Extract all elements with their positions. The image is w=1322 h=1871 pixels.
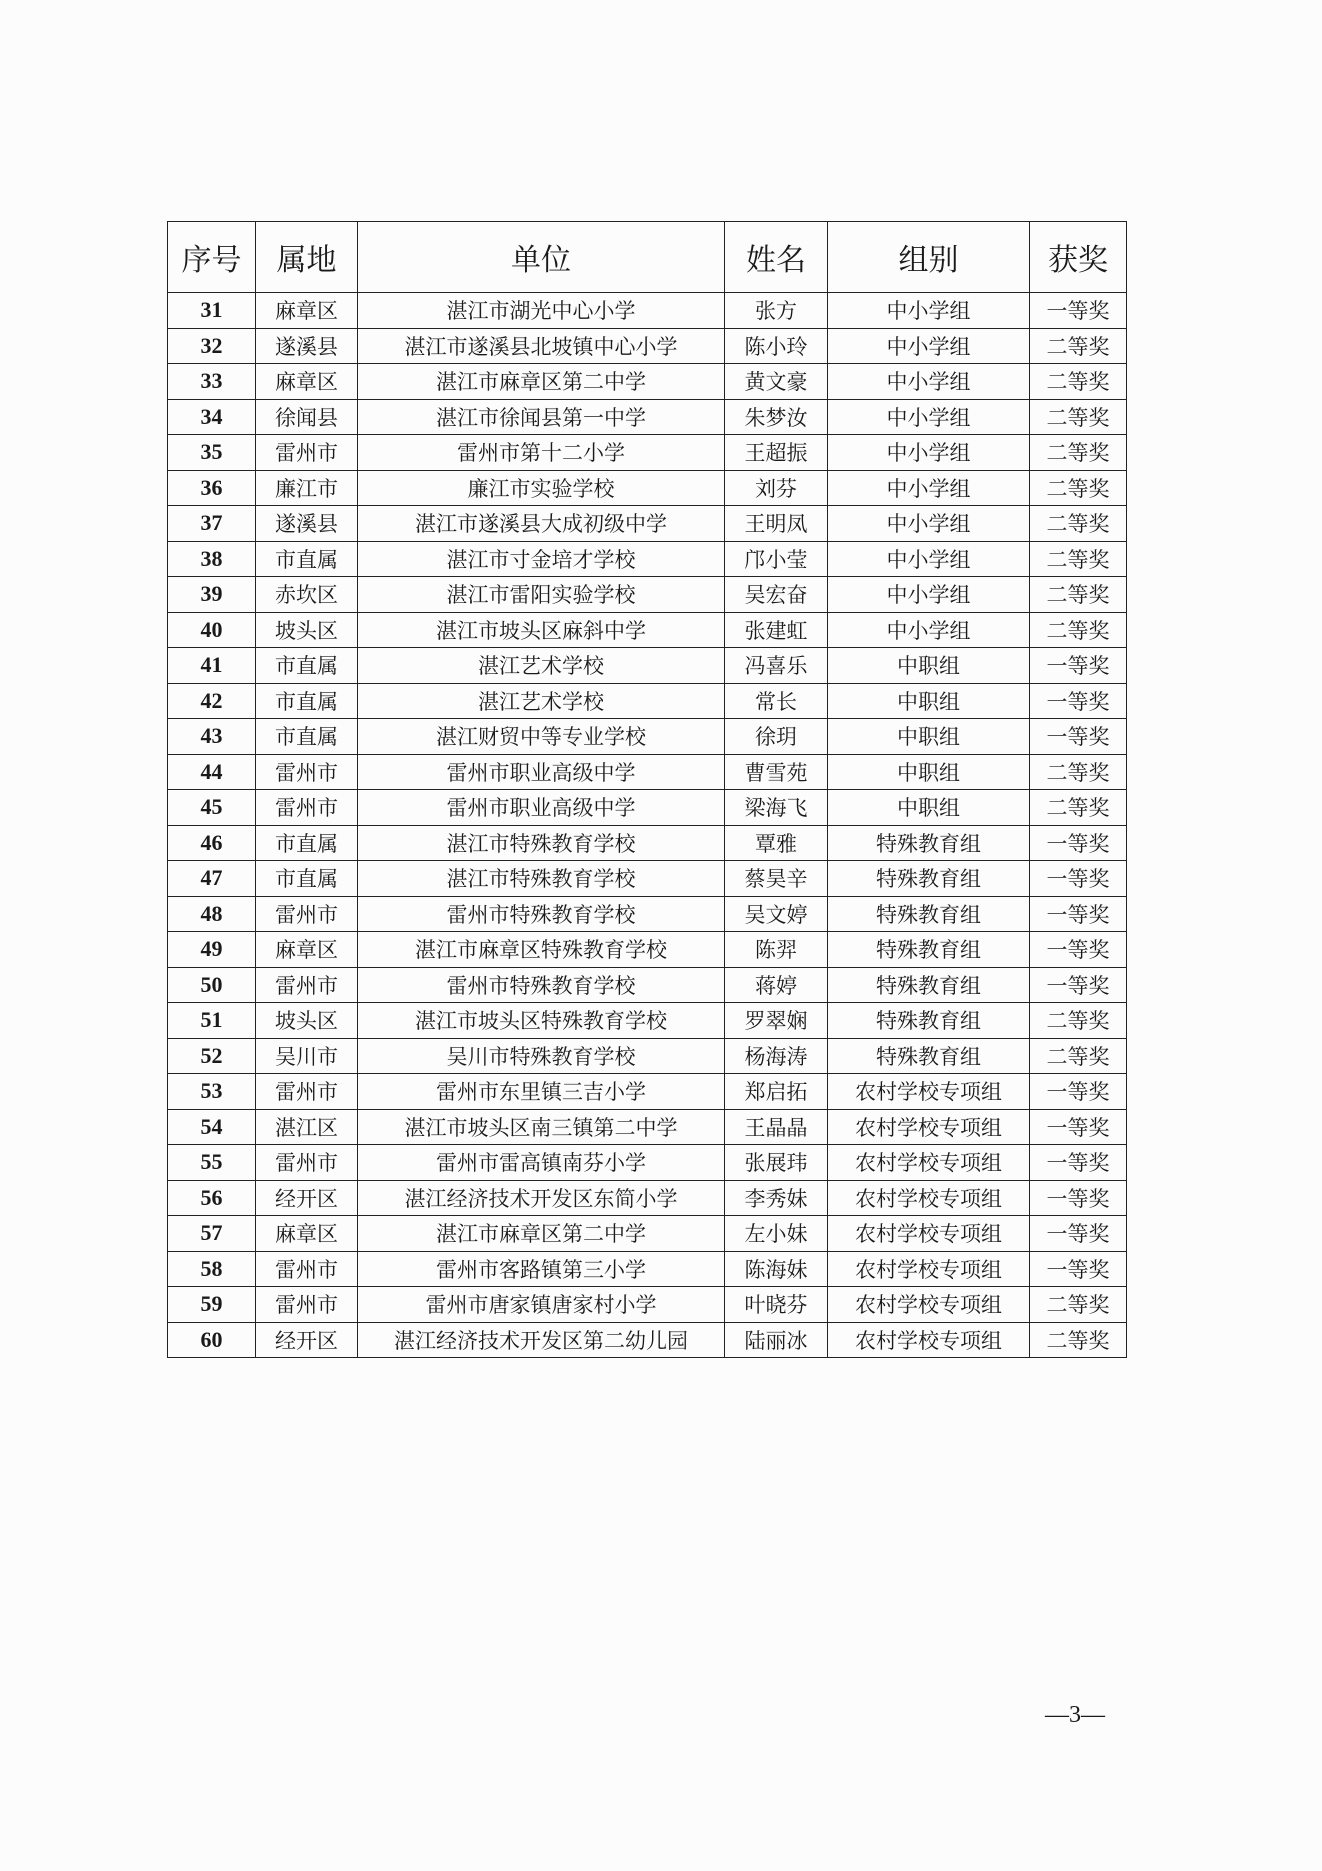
cell-name: 王晶晶 — [725, 1109, 828, 1145]
cell-award: 二等奖 — [1030, 470, 1127, 506]
cell-group: 农村学校专项组 — [828, 1180, 1030, 1216]
cell-unit: 廉江市实验学校 — [358, 470, 725, 506]
table-row — [168, 577, 1127, 613]
cell-unit: 湛江经济技术开发区第二幼儿园 — [358, 1322, 725, 1358]
table-row — [168, 435, 1127, 471]
table-row — [168, 790, 1127, 826]
table-row — [168, 1074, 1127, 1110]
cell-award: 二等奖 — [1030, 541, 1127, 577]
cell-group: 中小学组 — [828, 541, 1030, 577]
cell-name: 郑启拓 — [725, 1074, 828, 1110]
table-row — [168, 506, 1127, 542]
awards-table — [167, 221, 1127, 1358]
cell-index: 60 — [168, 1322, 256, 1358]
cell-index: 42 — [168, 683, 256, 719]
cell-group: 中小学组 — [828, 435, 1030, 471]
cell-unit: 湛江市坡头区南三镇第二中学 — [358, 1109, 725, 1145]
cell-unit: 湛江市特殊教育学校 — [358, 825, 725, 861]
cell-group: 特殊教育组 — [828, 896, 1030, 932]
cell-group: 特殊教育组 — [828, 932, 1030, 968]
cell-unit: 雷州市唐家镇唐家村小学 — [358, 1287, 725, 1323]
cell-unit: 湛江市坡头区特殊教育学校 — [358, 1003, 725, 1039]
cell-index: 40 — [168, 612, 256, 648]
cell-region: 雷州市 — [256, 967, 358, 1003]
cell-region: 经开区 — [256, 1322, 358, 1358]
cell-name: 左小妹 — [725, 1216, 828, 1252]
cell-name: 叶晓芬 — [725, 1287, 828, 1323]
cell-index: 31 — [168, 293, 256, 329]
cell-index: 57 — [168, 1216, 256, 1252]
cell-group: 中小学组 — [828, 577, 1030, 613]
cell-unit: 湛江市麻章区特殊教育学校 — [358, 932, 725, 968]
table-row — [168, 399, 1127, 435]
table-row — [168, 470, 1127, 506]
cell-group: 农村学校专项组 — [828, 1074, 1030, 1110]
cell-name: 李秀妹 — [725, 1180, 828, 1216]
cell-unit: 吴川市特殊教育学校 — [358, 1038, 725, 1074]
cell-award: 二等奖 — [1030, 612, 1127, 648]
cell-index: 36 — [168, 470, 256, 506]
cell-award: 二等奖 — [1030, 399, 1127, 435]
cell-index: 35 — [168, 435, 256, 471]
cell-region: 赤坎区 — [256, 577, 358, 613]
cell-award: 二等奖 — [1030, 1003, 1127, 1039]
cell-index: 39 — [168, 577, 256, 613]
cell-region: 麻章区 — [256, 293, 358, 329]
table-row — [168, 861, 1127, 897]
cell-region: 雷州市 — [256, 1074, 358, 1110]
cell-name: 杨海涛 — [725, 1038, 828, 1074]
header-index: 序号 — [168, 222, 256, 293]
cell-unit: 雷州市特殊教育学校 — [358, 896, 725, 932]
header-name: 姓名 — [725, 222, 828, 293]
cell-region: 麻章区 — [256, 1216, 358, 1252]
cell-region: 廉江市 — [256, 470, 358, 506]
cell-group: 特殊教育组 — [828, 1038, 1030, 1074]
cell-group: 农村学校专项组 — [828, 1145, 1030, 1181]
cell-index: 55 — [168, 1145, 256, 1181]
table-row — [168, 1180, 1127, 1216]
table-row — [168, 1322, 1127, 1358]
cell-region: 雷州市 — [256, 1145, 358, 1181]
cell-group: 中职组 — [828, 683, 1030, 719]
cell-region: 经开区 — [256, 1180, 358, 1216]
cell-name: 冯喜乐 — [725, 648, 828, 684]
cell-region: 麻章区 — [256, 932, 358, 968]
cell-group: 农村学校专项组 — [828, 1251, 1030, 1287]
cell-region: 市直属 — [256, 825, 358, 861]
cell-unit: 雷州市特殊教育学校 — [358, 967, 725, 1003]
table-row — [168, 754, 1127, 790]
cell-unit: 湛江市湖光中心小学 — [358, 293, 725, 329]
cell-region: 遂溪县 — [256, 328, 358, 364]
cell-unit: 湛江市遂溪县大成初级中学 — [358, 506, 725, 542]
cell-name: 蒋婷 — [725, 967, 828, 1003]
table-row — [168, 719, 1127, 755]
cell-name: 曹雪苑 — [725, 754, 828, 790]
cell-index: 53 — [168, 1074, 256, 1110]
table-row — [168, 364, 1127, 400]
cell-award: 一等奖 — [1030, 1216, 1127, 1252]
table-row — [168, 328, 1127, 364]
cell-group: 农村学校专项组 — [828, 1216, 1030, 1252]
table-row — [168, 1003, 1127, 1039]
cell-name: 张展玮 — [725, 1145, 828, 1181]
table-row — [168, 1287, 1127, 1323]
cell-index: 43 — [168, 719, 256, 755]
cell-unit: 湛江财贸中等专业学校 — [358, 719, 725, 755]
cell-group: 中小学组 — [828, 506, 1030, 542]
cell-award: 一等奖 — [1030, 967, 1127, 1003]
cell-region: 市直属 — [256, 648, 358, 684]
cell-group: 农村学校专项组 — [828, 1109, 1030, 1145]
cell-region: 坡头区 — [256, 1003, 358, 1039]
cell-unit: 湛江市徐闻县第一中学 — [358, 399, 725, 435]
cell-name: 陈羿 — [725, 932, 828, 968]
cell-name: 陈小玲 — [725, 328, 828, 364]
cell-unit: 湛江艺术学校 — [358, 683, 725, 719]
cell-index: 34 — [168, 399, 256, 435]
table-row — [168, 648, 1127, 684]
cell-group: 特殊教育组 — [828, 1003, 1030, 1039]
cell-group: 特殊教育组 — [828, 861, 1030, 897]
cell-index: 58 — [168, 1251, 256, 1287]
table-row — [168, 967, 1127, 1003]
cell-award: 二等奖 — [1030, 754, 1127, 790]
header-unit: 单位 — [358, 222, 725, 293]
cell-group: 中小学组 — [828, 612, 1030, 648]
cell-index: 52 — [168, 1038, 256, 1074]
table-row — [168, 1216, 1127, 1252]
cell-award: 一等奖 — [1030, 719, 1127, 755]
table-row — [168, 825, 1127, 861]
cell-name: 刘芬 — [725, 470, 828, 506]
cell-unit: 湛江艺术学校 — [358, 648, 725, 684]
table-row — [168, 541, 1127, 577]
cell-index: 45 — [168, 790, 256, 826]
cell-index: 37 — [168, 506, 256, 542]
cell-unit: 雷州市第十二小学 — [358, 435, 725, 471]
cell-region: 雷州市 — [256, 896, 358, 932]
cell-name: 蔡昊辛 — [725, 861, 828, 897]
cell-unit: 雷州市职业高级中学 — [358, 790, 725, 826]
cell-index: 38 — [168, 541, 256, 577]
cell-award: 二等奖 — [1030, 790, 1127, 826]
cell-name: 徐玥 — [725, 719, 828, 755]
header-award: 获奖 — [1030, 222, 1127, 293]
cell-group: 中小学组 — [828, 364, 1030, 400]
cell-group: 中职组 — [828, 648, 1030, 684]
cell-unit: 湛江市麻章区第二中学 — [358, 1216, 725, 1252]
cell-region: 市直属 — [256, 541, 358, 577]
cell-group: 中职组 — [828, 790, 1030, 826]
cell-name: 王明凤 — [725, 506, 828, 542]
cell-index: 56 — [168, 1180, 256, 1216]
cell-award: 一等奖 — [1030, 932, 1127, 968]
cell-unit: 雷州市客路镇第三小学 — [358, 1251, 725, 1287]
cell-group: 农村学校专项组 — [828, 1287, 1030, 1323]
cell-region: 坡头区 — [256, 612, 358, 648]
cell-name: 张方 — [725, 293, 828, 329]
cell-award: 一等奖 — [1030, 293, 1127, 329]
cell-index: 49 — [168, 932, 256, 968]
cell-index: 47 — [168, 861, 256, 897]
cell-region: 雷州市 — [256, 790, 358, 826]
cell-award: 一等奖 — [1030, 683, 1127, 719]
cell-region: 市直属 — [256, 719, 358, 755]
table-row — [168, 1109, 1127, 1145]
cell-name: 王超振 — [725, 435, 828, 471]
cell-award: 二等奖 — [1030, 364, 1127, 400]
cell-name: 覃雅 — [725, 825, 828, 861]
cell-group: 中职组 — [828, 719, 1030, 755]
page-number: —3— — [1045, 1702, 1105, 1728]
cell-region: 湛江区 — [256, 1109, 358, 1145]
cell-name: 吴宏奋 — [725, 577, 828, 613]
cell-index: 41 — [168, 648, 256, 684]
table-row — [168, 932, 1127, 968]
cell-group: 中小学组 — [828, 399, 1030, 435]
cell-unit: 湛江市遂溪县北坡镇中心小学 — [358, 328, 725, 364]
cell-region: 遂溪县 — [256, 506, 358, 542]
cell-unit: 湛江市坡头区麻斜中学 — [358, 612, 725, 648]
table-row — [168, 1145, 1127, 1181]
cell-region: 雷州市 — [256, 1251, 358, 1287]
cell-name: 常长 — [725, 683, 828, 719]
cell-award: 二等奖 — [1030, 1287, 1127, 1323]
cell-group: 特殊教育组 — [828, 825, 1030, 861]
cell-group: 中小学组 — [828, 328, 1030, 364]
cell-unit: 湛江市雷阳实验学校 — [358, 577, 725, 613]
cell-unit: 湛江市特殊教育学校 — [358, 861, 725, 897]
cell-award: 一等奖 — [1030, 1145, 1127, 1181]
cell-region: 麻章区 — [256, 364, 358, 400]
table-header-row — [168, 222, 1127, 293]
cell-name: 张建虹 — [725, 612, 828, 648]
cell-index: 32 — [168, 328, 256, 364]
cell-award: 一等奖 — [1030, 1180, 1127, 1216]
cell-group: 中职组 — [828, 754, 1030, 790]
cell-name: 梁海飞 — [725, 790, 828, 826]
cell-award: 二等奖 — [1030, 506, 1127, 542]
cell-index: 51 — [168, 1003, 256, 1039]
cell-region: 雷州市 — [256, 435, 358, 471]
cell-award: 二等奖 — [1030, 577, 1127, 613]
cell-name: 邝小莹 — [725, 541, 828, 577]
header-group: 组别 — [828, 222, 1030, 293]
table-row — [168, 1038, 1127, 1074]
table-row — [168, 683, 1127, 719]
cell-region: 市直属 — [256, 683, 358, 719]
table-row — [168, 612, 1127, 648]
cell-award: 一等奖 — [1030, 1109, 1127, 1145]
cell-group: 农村学校专项组 — [828, 1322, 1030, 1358]
cell-index: 44 — [168, 754, 256, 790]
cell-unit: 湛江市寸金培才学校 — [358, 541, 725, 577]
cell-index: 33 — [168, 364, 256, 400]
cell-award: 二等奖 — [1030, 435, 1127, 471]
cell-name: 陆丽冰 — [725, 1322, 828, 1358]
cell-region: 市直属 — [256, 861, 358, 897]
cell-award: 二等奖 — [1030, 1038, 1127, 1074]
cell-group: 特殊教育组 — [828, 967, 1030, 1003]
cell-index: 59 — [168, 1287, 256, 1323]
cell-region: 吴川市 — [256, 1038, 358, 1074]
cell-award: 一等奖 — [1030, 861, 1127, 897]
cell-award: 二等奖 — [1030, 328, 1127, 364]
cell-name: 罗翠娴 — [725, 1003, 828, 1039]
cell-name: 黄文豪 — [725, 364, 828, 400]
cell-index: 46 — [168, 825, 256, 861]
cell-name: 陈海妹 — [725, 1251, 828, 1287]
cell-award: 一等奖 — [1030, 1251, 1127, 1287]
cell-region: 雷州市 — [256, 754, 358, 790]
cell-region: 徐闻县 — [256, 399, 358, 435]
cell-award: 一等奖 — [1030, 648, 1127, 684]
table-row — [168, 1251, 1127, 1287]
cell-index: 48 — [168, 896, 256, 932]
cell-region: 雷州市 — [256, 1287, 358, 1323]
cell-unit: 雷州市雷高镇南芬小学 — [358, 1145, 725, 1181]
cell-award: 二等奖 — [1030, 1322, 1127, 1358]
table-row — [168, 293, 1127, 329]
cell-unit: 湛江经济技术开发区东简小学 — [358, 1180, 725, 1216]
cell-index: 50 — [168, 967, 256, 1003]
cell-award: 一等奖 — [1030, 896, 1127, 932]
cell-unit: 湛江市麻章区第二中学 — [358, 364, 725, 400]
header-region: 属地 — [256, 222, 358, 293]
cell-group: 中小学组 — [828, 470, 1030, 506]
cell-group: 中小学组 — [828, 293, 1030, 329]
cell-name: 吴文婷 — [725, 896, 828, 932]
table-row — [168, 896, 1127, 932]
cell-index: 54 — [168, 1109, 256, 1145]
cell-award: 一等奖 — [1030, 825, 1127, 861]
cell-unit: 雷州市东里镇三吉小学 — [358, 1074, 725, 1110]
cell-name: 朱梦汝 — [725, 399, 828, 435]
cell-unit: 雷州市职业高级中学 — [358, 754, 725, 790]
cell-award: 一等奖 — [1030, 1074, 1127, 1110]
